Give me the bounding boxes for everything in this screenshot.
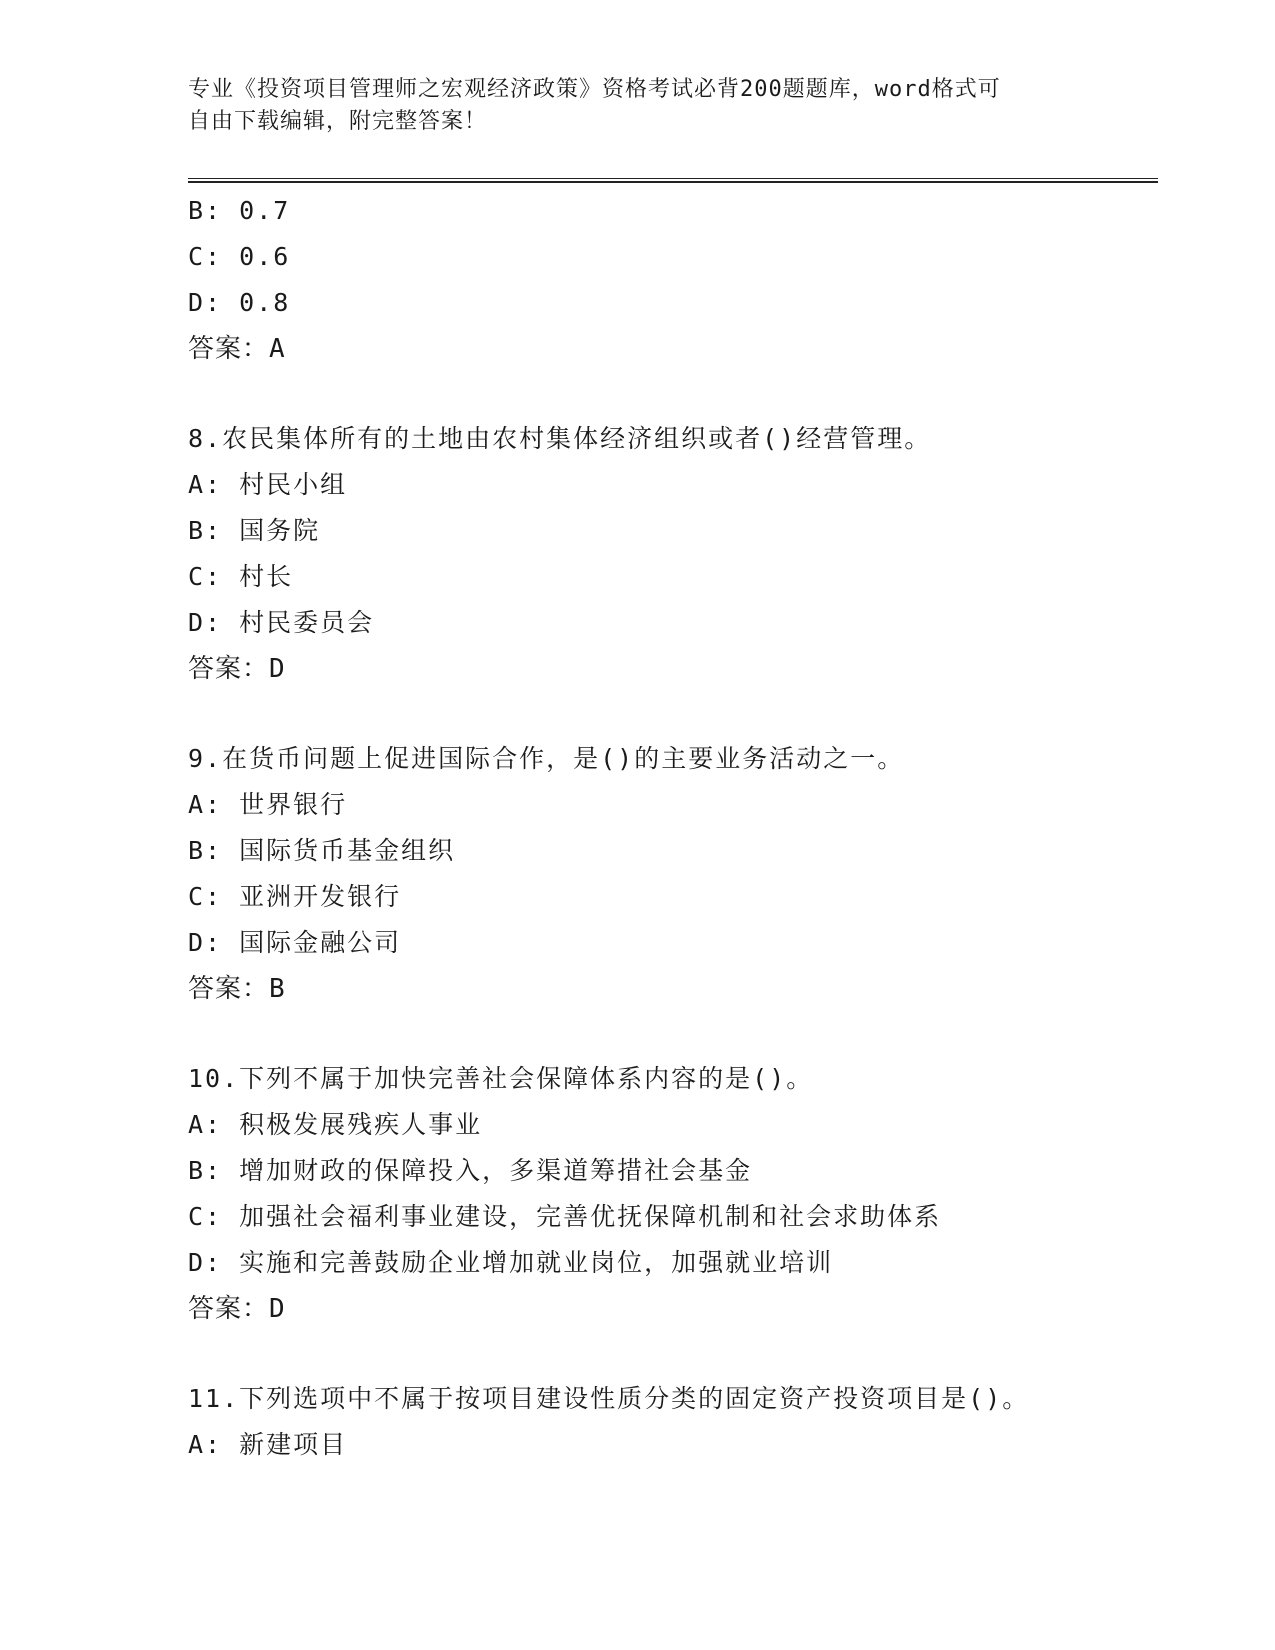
option-c: C: 亚洲开发银行 bbox=[188, 882, 402, 911]
question-10 bbox=[188, 1056, 1188, 1332]
answer: 答案：A bbox=[188, 334, 286, 364]
option-c: C: 村长 bbox=[188, 562, 294, 591]
question-9 bbox=[188, 736, 1188, 1012]
question-text: 9.在货币问题上促进国际合作，是()的主要业务活动之一。 bbox=[188, 744, 905, 773]
option-d: D: 实施和完善鼓励企业增加就业岗位，加强就业培训 bbox=[188, 1248, 834, 1277]
page-header bbox=[188, 74, 1068, 138]
option-d: D: 国际金融公司 bbox=[188, 928, 402, 957]
answer: 答案：D bbox=[188, 1294, 286, 1324]
option-c: C: 0.6 bbox=[188, 242, 291, 271]
question-text: 11.下列选项中不属于按项目建设性质分类的固定资产投资项目是()。 bbox=[188, 1384, 1030, 1413]
question-11 bbox=[188, 1376, 1188, 1468]
option-c: C: 加强社会福利事业建设，完善优抚保障机制和社会求助体系 bbox=[188, 1202, 942, 1231]
option-d: D: 0.8 bbox=[188, 288, 291, 317]
option-a: A: 世界银行 bbox=[188, 790, 348, 819]
document-body bbox=[188, 188, 1188, 1468]
header-divider bbox=[188, 178, 1158, 183]
option-b: B: 增加财政的保障投入，多渠道筹措社会基金 bbox=[188, 1156, 753, 1185]
option-b: B: 国务院 bbox=[188, 516, 321, 545]
option-a: A: 村民小组 bbox=[188, 470, 348, 499]
question-text: 8.农民集体所有的土地由农村集体经济组织或者()经营管理。 bbox=[188, 424, 932, 453]
question-8 bbox=[188, 416, 1188, 692]
answer: 答案：D bbox=[188, 654, 286, 684]
option-a: A: 积极发展残疾人事业 bbox=[188, 1110, 483, 1139]
question-text: 10.下列不属于加快完善社会保障体系内容的是()。 bbox=[188, 1064, 814, 1093]
header-line-1: 专业《投资项目管理师之宏观经济政策》资格考试必背200题题库，word格式可 bbox=[188, 77, 1001, 102]
option-b: B: 0.7 bbox=[188, 196, 291, 225]
header-line-2: 自由下载编辑，附完整答案！ bbox=[188, 109, 488, 134]
question-7-continued bbox=[188, 188, 1188, 372]
option-a: A: 新建项目 bbox=[188, 1430, 348, 1459]
answer: 答案：B bbox=[188, 974, 286, 1004]
option-b: B: 国际货币基金组织 bbox=[188, 836, 456, 865]
option-d: D: 村民委员会 bbox=[188, 608, 375, 637]
